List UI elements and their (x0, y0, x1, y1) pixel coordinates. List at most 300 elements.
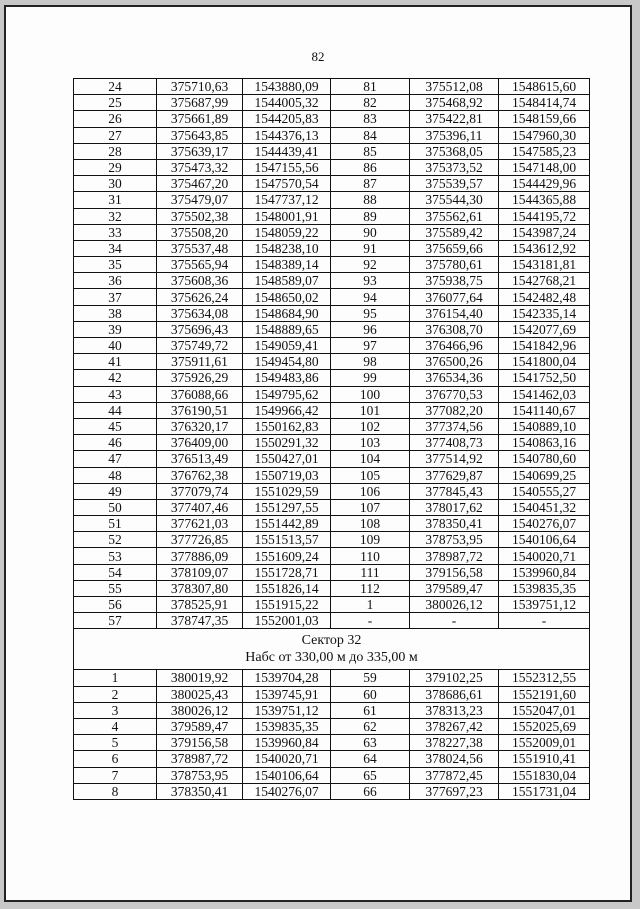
table-cell: 375467,20 (157, 176, 243, 192)
table-cell: 378747,35 (157, 613, 243, 629)
table-cell: 375938,75 (410, 273, 499, 289)
table-cell: 377407,46 (157, 499, 243, 515)
table-cell: 103 (331, 435, 410, 451)
table-cell: 106 (331, 483, 410, 499)
table-cell: 375911,61 (157, 354, 243, 370)
table-cell: 375749,72 (157, 338, 243, 354)
table-cell: 1542482,48 (499, 289, 590, 305)
table-cell: 88 (331, 192, 410, 208)
table-row (74, 751, 590, 767)
table-cell: 2 (74, 686, 157, 702)
table-cell: 46 (74, 435, 157, 451)
table-cell: 1542077,69 (499, 321, 590, 337)
table-cell: 90 (331, 224, 410, 240)
table-cell: 376077,64 (410, 289, 499, 305)
table-cell: 33 (74, 224, 157, 240)
table-row (74, 451, 590, 467)
table-cell: 375608,36 (157, 273, 243, 289)
table-cell: 375696,43 (157, 321, 243, 337)
table-cell: 43 (74, 386, 157, 402)
table-cell: - (331, 613, 410, 629)
table-cell: 1544429,96 (499, 176, 590, 192)
table-cell: 377079,74 (157, 483, 243, 499)
table-row (74, 467, 590, 483)
table-cell: 378267,42 (410, 718, 499, 734)
table-cell: 32 (74, 208, 157, 224)
table-cell: 51 (74, 516, 157, 532)
sector-header-section (74, 629, 590, 670)
table-row (74, 305, 590, 321)
table-row (74, 767, 590, 783)
table-cell: 375502,38 (157, 208, 243, 224)
table-cell: 53 (74, 548, 157, 564)
table-cell: 47 (74, 451, 157, 467)
table-row (74, 670, 590, 686)
table-cell: 376500,26 (410, 354, 499, 370)
table-cell: 377408,73 (410, 435, 499, 451)
table-cell: 45 (74, 418, 157, 434)
table-row (74, 127, 590, 143)
table-cell: 1540276,07 (499, 516, 590, 532)
table-cell: 377845,43 (410, 483, 499, 499)
table-cell: 1539960,84 (243, 735, 331, 751)
table-row (74, 718, 590, 734)
table-cell: 87 (331, 176, 410, 192)
table-cell: 107 (331, 499, 410, 515)
table-row (74, 483, 590, 499)
table-cell: 378307,80 (157, 580, 243, 596)
table-cell: 82 (331, 95, 410, 111)
table-cell: 48 (74, 467, 157, 483)
table-cell: 8 (74, 783, 157, 799)
table-cell: 24 (74, 79, 157, 95)
table-row (74, 273, 590, 289)
table-cell: 1552312,55 (499, 670, 590, 686)
table-cell: 1552047,01 (499, 702, 590, 718)
table-cell: 1548589,07 (243, 273, 331, 289)
table-cell: 31 (74, 192, 157, 208)
table-cell: 378017,62 (410, 499, 499, 515)
table-cell: 101 (331, 402, 410, 418)
table-cell: 1539704,28 (243, 670, 331, 686)
table-cell: 6 (74, 751, 157, 767)
table-cell: 1551029,59 (243, 483, 331, 499)
table-row (74, 79, 590, 95)
table-cell: 86 (331, 159, 410, 175)
table-cell: 375926,29 (157, 370, 243, 386)
table-cell: 41 (74, 354, 157, 370)
table-cell: 1550719,03 (243, 467, 331, 483)
table-cell: 99 (331, 370, 410, 386)
table-cell: 1551609,24 (243, 548, 331, 564)
table-cell: 1544195,72 (499, 208, 590, 224)
table-cell: 1539751,12 (499, 597, 590, 613)
table-cell: 1552009,01 (499, 735, 590, 751)
table-cell: 64 (331, 751, 410, 767)
table-cell: 380026,12 (157, 702, 243, 718)
table-cell: 1547585,23 (499, 143, 590, 159)
table-cell: 375512,08 (410, 79, 499, 95)
table-row (74, 402, 590, 418)
table-cell: 28 (74, 143, 157, 159)
table-cell: 1549059,41 (243, 338, 331, 354)
table-cell: 378686,61 (410, 686, 499, 702)
table-cell: 1548159,66 (499, 111, 590, 127)
table-cell: 376770,53 (410, 386, 499, 402)
table-cell: 378350,41 (157, 783, 243, 799)
table-row (74, 111, 590, 127)
table-cell: 1540020,71 (243, 751, 331, 767)
table-cell: 377514,92 (410, 451, 499, 467)
table-cell: 378987,72 (157, 751, 243, 767)
table-cell: 378109,07 (157, 564, 243, 580)
table-cell: 62 (331, 718, 410, 734)
table-cell: 105 (331, 467, 410, 483)
table-cell: 375661,89 (157, 111, 243, 127)
table-cell: 1543181,81 (499, 257, 590, 273)
table-cell: 375544,30 (410, 192, 499, 208)
table-cell: 375473,32 (157, 159, 243, 175)
table-cell: 375468,92 (410, 95, 499, 111)
table-cell: 1543987,24 (499, 224, 590, 240)
table-cell: 30 (74, 176, 157, 192)
table-cell: 377621,03 (157, 516, 243, 532)
table-cell: 378350,41 (410, 516, 499, 532)
table-cell: 1540276,07 (243, 783, 331, 799)
table-row (74, 702, 590, 718)
table-cell: 1542768,21 (499, 273, 590, 289)
table-row (74, 370, 590, 386)
table-cell: 375373,52 (410, 159, 499, 175)
table-cell: 1551731,04 (499, 783, 590, 799)
table-cell: 378753,95 (410, 532, 499, 548)
table-cell: 95 (331, 305, 410, 321)
table-cell: 1547737,12 (243, 192, 331, 208)
table-cell: 379156,58 (157, 735, 243, 751)
table-cell: 92 (331, 257, 410, 273)
table-cell: 1552191,60 (499, 686, 590, 702)
table-cell: 34 (74, 240, 157, 256)
table-cell: 54 (74, 564, 157, 580)
table-row (74, 338, 590, 354)
table-cell: 60 (331, 686, 410, 702)
table-cell: 1539751,12 (243, 702, 331, 718)
table-row (74, 159, 590, 175)
table-row (74, 548, 590, 564)
table-cell: 36 (74, 273, 157, 289)
table-cell: 376320,17 (157, 418, 243, 434)
table-cell: 375539,57 (410, 176, 499, 192)
table-cell: 59 (331, 670, 410, 686)
table-cell: 91 (331, 240, 410, 256)
table-cell: 1539835,35 (243, 718, 331, 734)
table-row (74, 321, 590, 337)
table-cell: 1550162,83 (243, 418, 331, 434)
table-cell: 1552025,69 (499, 718, 590, 734)
table-cell: 375537,48 (157, 240, 243, 256)
table-cell: 1551910,41 (499, 751, 590, 767)
table-cell: 1550427,01 (243, 451, 331, 467)
table-cell: 1544205,83 (243, 111, 331, 127)
table-cell: 380025,43 (157, 686, 243, 702)
table-cell: 380026,12 (410, 597, 499, 613)
table-cell: 1549795,62 (243, 386, 331, 402)
sector-subtitle: Набс от 330,00 м до 335,00 м (245, 650, 418, 666)
table-cell: 375508,20 (157, 224, 243, 240)
table-cell: 1551297,55 (243, 499, 331, 515)
table-cell: 108 (331, 516, 410, 532)
table-cell: 1540106,64 (499, 532, 590, 548)
table-cell: 1548615,60 (499, 79, 590, 95)
table-cell: 375643,85 (157, 127, 243, 143)
table-cell: 1539745,91 (243, 686, 331, 702)
table-cell: 66 (331, 783, 410, 799)
table-cell: 1549454,80 (243, 354, 331, 370)
table-row (74, 435, 590, 451)
table-cell: 375368,05 (410, 143, 499, 159)
table-cell: 5 (74, 735, 157, 751)
table-row (74, 192, 590, 208)
table-cell: 25 (74, 95, 157, 111)
table-cell: 3 (74, 702, 157, 718)
sector-header-row (74, 629, 590, 670)
table-cell: 375422,81 (410, 111, 499, 127)
table-cell: 1543880,09 (243, 79, 331, 95)
table-row (74, 499, 590, 515)
table-cell: 1540020,71 (499, 548, 590, 564)
table-cell: 376466,96 (410, 338, 499, 354)
table-cell: 110 (331, 548, 410, 564)
table-cell: 375479,07 (157, 192, 243, 208)
table-cell: 1541800,04 (499, 354, 590, 370)
table-cell: 4 (74, 718, 157, 734)
table-cell: 1540106,64 (243, 767, 331, 783)
table-cell: 1540889,10 (499, 418, 590, 434)
table-cell: 49 (74, 483, 157, 499)
table-row (74, 208, 590, 224)
table-cell: 375634,08 (157, 305, 243, 321)
table-cell: 380019,92 (157, 670, 243, 686)
table-cell: 57 (74, 613, 157, 629)
table-cell: 1548650,02 (243, 289, 331, 305)
table-cell: 1540699,25 (499, 467, 590, 483)
table-cell: 1541752,50 (499, 370, 590, 386)
table-cell: 1551442,89 (243, 516, 331, 532)
table-cell: 375589,42 (410, 224, 499, 240)
table-cell: 375687,99 (157, 95, 243, 111)
table-row (74, 176, 590, 192)
table-cell: 1539960,84 (499, 564, 590, 580)
table-cell: 27 (74, 127, 157, 143)
table-row (74, 532, 590, 548)
table-cell: 1543612,92 (499, 240, 590, 256)
table-cell: 7 (74, 767, 157, 783)
table-row (74, 386, 590, 402)
table-cell: 1547155,56 (243, 159, 331, 175)
table-cell: 26 (74, 111, 157, 127)
table-cell: 100 (331, 386, 410, 402)
table-cell: 1551728,71 (243, 564, 331, 580)
table-body-part1 (74, 79, 590, 629)
page-number: 82 (311, 49, 325, 64)
table-cell: 1548389,14 (243, 257, 331, 273)
table-cell: 1541462,03 (499, 386, 590, 402)
table-cell: 1548414,74 (499, 95, 590, 111)
table-cell: 375659,66 (410, 240, 499, 256)
table-cell: 376308,70 (410, 321, 499, 337)
table-cell: 1551513,57 (243, 532, 331, 548)
table-cell: 111 (331, 564, 410, 580)
table-cell: 375639,17 (157, 143, 243, 159)
table-cell: 1540451,32 (499, 499, 590, 515)
table-row (74, 686, 590, 702)
table-cell: 112 (331, 580, 410, 596)
table-cell: 1550291,32 (243, 435, 331, 451)
table-cell: 376154,40 (410, 305, 499, 321)
table-row (74, 95, 590, 111)
table-cell: 375565,94 (157, 257, 243, 273)
table-cell: 1541842,96 (499, 338, 590, 354)
table-cell: 1539835,35 (499, 580, 590, 596)
table-cell: 37 (74, 289, 157, 305)
table-cell: 377726,85 (157, 532, 243, 548)
table-cell: 378024,56 (410, 751, 499, 767)
table-cell: 1548001,91 (243, 208, 331, 224)
table-cell: 1540555,27 (499, 483, 590, 499)
table-cell: 376409,00 (157, 435, 243, 451)
table-cell: 378227,38 (410, 735, 499, 751)
table-cell: 1547148,00 (499, 159, 590, 175)
table-cell: 376762,38 (157, 467, 243, 483)
table-cell: 38 (74, 305, 157, 321)
table-body-part2 (74, 670, 590, 800)
table-row (74, 783, 590, 799)
table-row (74, 735, 590, 751)
table-cell: 97 (331, 338, 410, 354)
table-cell: 61 (331, 702, 410, 718)
table-cell: 56 (74, 597, 157, 613)
table-row (74, 240, 590, 256)
table-cell: 376190,51 (157, 402, 243, 418)
table-cell: 1549483,86 (243, 370, 331, 386)
document-page (4, 5, 632, 902)
table-cell: 1548684,90 (243, 305, 331, 321)
table-cell: 378313,23 (410, 702, 499, 718)
table-cell: 93 (331, 273, 410, 289)
table-cell: 376513,49 (157, 451, 243, 467)
table-cell: 35 (74, 257, 157, 273)
table-cell: 84 (331, 127, 410, 143)
table-cell: - (499, 613, 590, 629)
table-cell: - (410, 613, 499, 629)
table-row (74, 613, 590, 629)
table-cell: 1552001,03 (243, 613, 331, 629)
table-cell: 1548059,22 (243, 224, 331, 240)
table-cell: 378987,72 (410, 548, 499, 564)
table-cell: 1544376,13 (243, 127, 331, 143)
table-row (74, 580, 590, 596)
table-cell: 379156,58 (410, 564, 499, 580)
table-cell: 1541140,67 (499, 402, 590, 418)
table-cell: 39 (74, 321, 157, 337)
table-cell: 377886,09 (157, 548, 243, 564)
table-cell: 40 (74, 338, 157, 354)
table-cell: 1540863,16 (499, 435, 590, 451)
table-cell: 1542335,14 (499, 305, 590, 321)
table-row (74, 289, 590, 305)
table-cell: 55 (74, 580, 157, 596)
sector-title: Сектор 32 (301, 633, 362, 649)
table-cell: 94 (331, 289, 410, 305)
table-cell: 375626,24 (157, 289, 243, 305)
table-cell: 378525,91 (157, 597, 243, 613)
table-cell: 83 (331, 111, 410, 127)
table-cell: 375780,61 (410, 257, 499, 273)
table-cell: 1551915,22 (243, 597, 331, 613)
table-cell: 1540780,60 (499, 451, 590, 467)
table-cell: 65 (331, 767, 410, 783)
table-cell: 377629,87 (410, 467, 499, 483)
table-cell: 44 (74, 402, 157, 418)
table-cell: 1551830,04 (499, 767, 590, 783)
table-cell: 379102,25 (410, 670, 499, 686)
table-cell: 375562,61 (410, 208, 499, 224)
table-cell: 1547960,30 (499, 127, 590, 143)
table-cell: 85 (331, 143, 410, 159)
table-cell: 98 (331, 354, 410, 370)
table-cell: 1547570,54 (243, 176, 331, 192)
table-cell: 1544365,88 (499, 192, 590, 208)
table-cell: 89 (331, 208, 410, 224)
table-cell: 1 (331, 597, 410, 613)
table-cell: 104 (331, 451, 410, 467)
table-cell: 377697,23 (410, 783, 499, 799)
coordinates-table (73, 78, 590, 800)
table-cell: 81 (331, 79, 410, 95)
table-row (74, 354, 590, 370)
table-cell: 1 (74, 670, 157, 686)
table-cell: 52 (74, 532, 157, 548)
table-cell: 29 (74, 159, 157, 175)
table-cell: 1551826,14 (243, 580, 331, 596)
table-row (74, 224, 590, 240)
table-row (74, 257, 590, 273)
table-row (74, 564, 590, 580)
table-cell: 50 (74, 499, 157, 515)
table-cell: 63 (331, 735, 410, 751)
table-row (74, 143, 590, 159)
table-cell: 1544439,41 (243, 143, 331, 159)
table-cell: 1548889,65 (243, 321, 331, 337)
table-cell: 1548238,10 (243, 240, 331, 256)
table-cell: 1544005,32 (243, 95, 331, 111)
table-cell: 377374,56 (410, 418, 499, 434)
table-cell: 377872,45 (410, 767, 499, 783)
table-row (74, 597, 590, 613)
table-cell: 96 (331, 321, 410, 337)
table-cell: 379589,47 (157, 718, 243, 734)
table-cell: 1549966,42 (243, 402, 331, 418)
table-cell: 109 (331, 532, 410, 548)
table-cell: 376088,66 (157, 386, 243, 402)
table-cell: 375710,63 (157, 79, 243, 95)
table-cell: 102 (331, 418, 410, 434)
table-cell: 377082,20 (410, 402, 499, 418)
table-cell: 375396,11 (410, 127, 499, 143)
table-row (74, 418, 590, 434)
table-cell: 378753,95 (157, 767, 243, 783)
sector-header-cell (74, 629, 590, 670)
